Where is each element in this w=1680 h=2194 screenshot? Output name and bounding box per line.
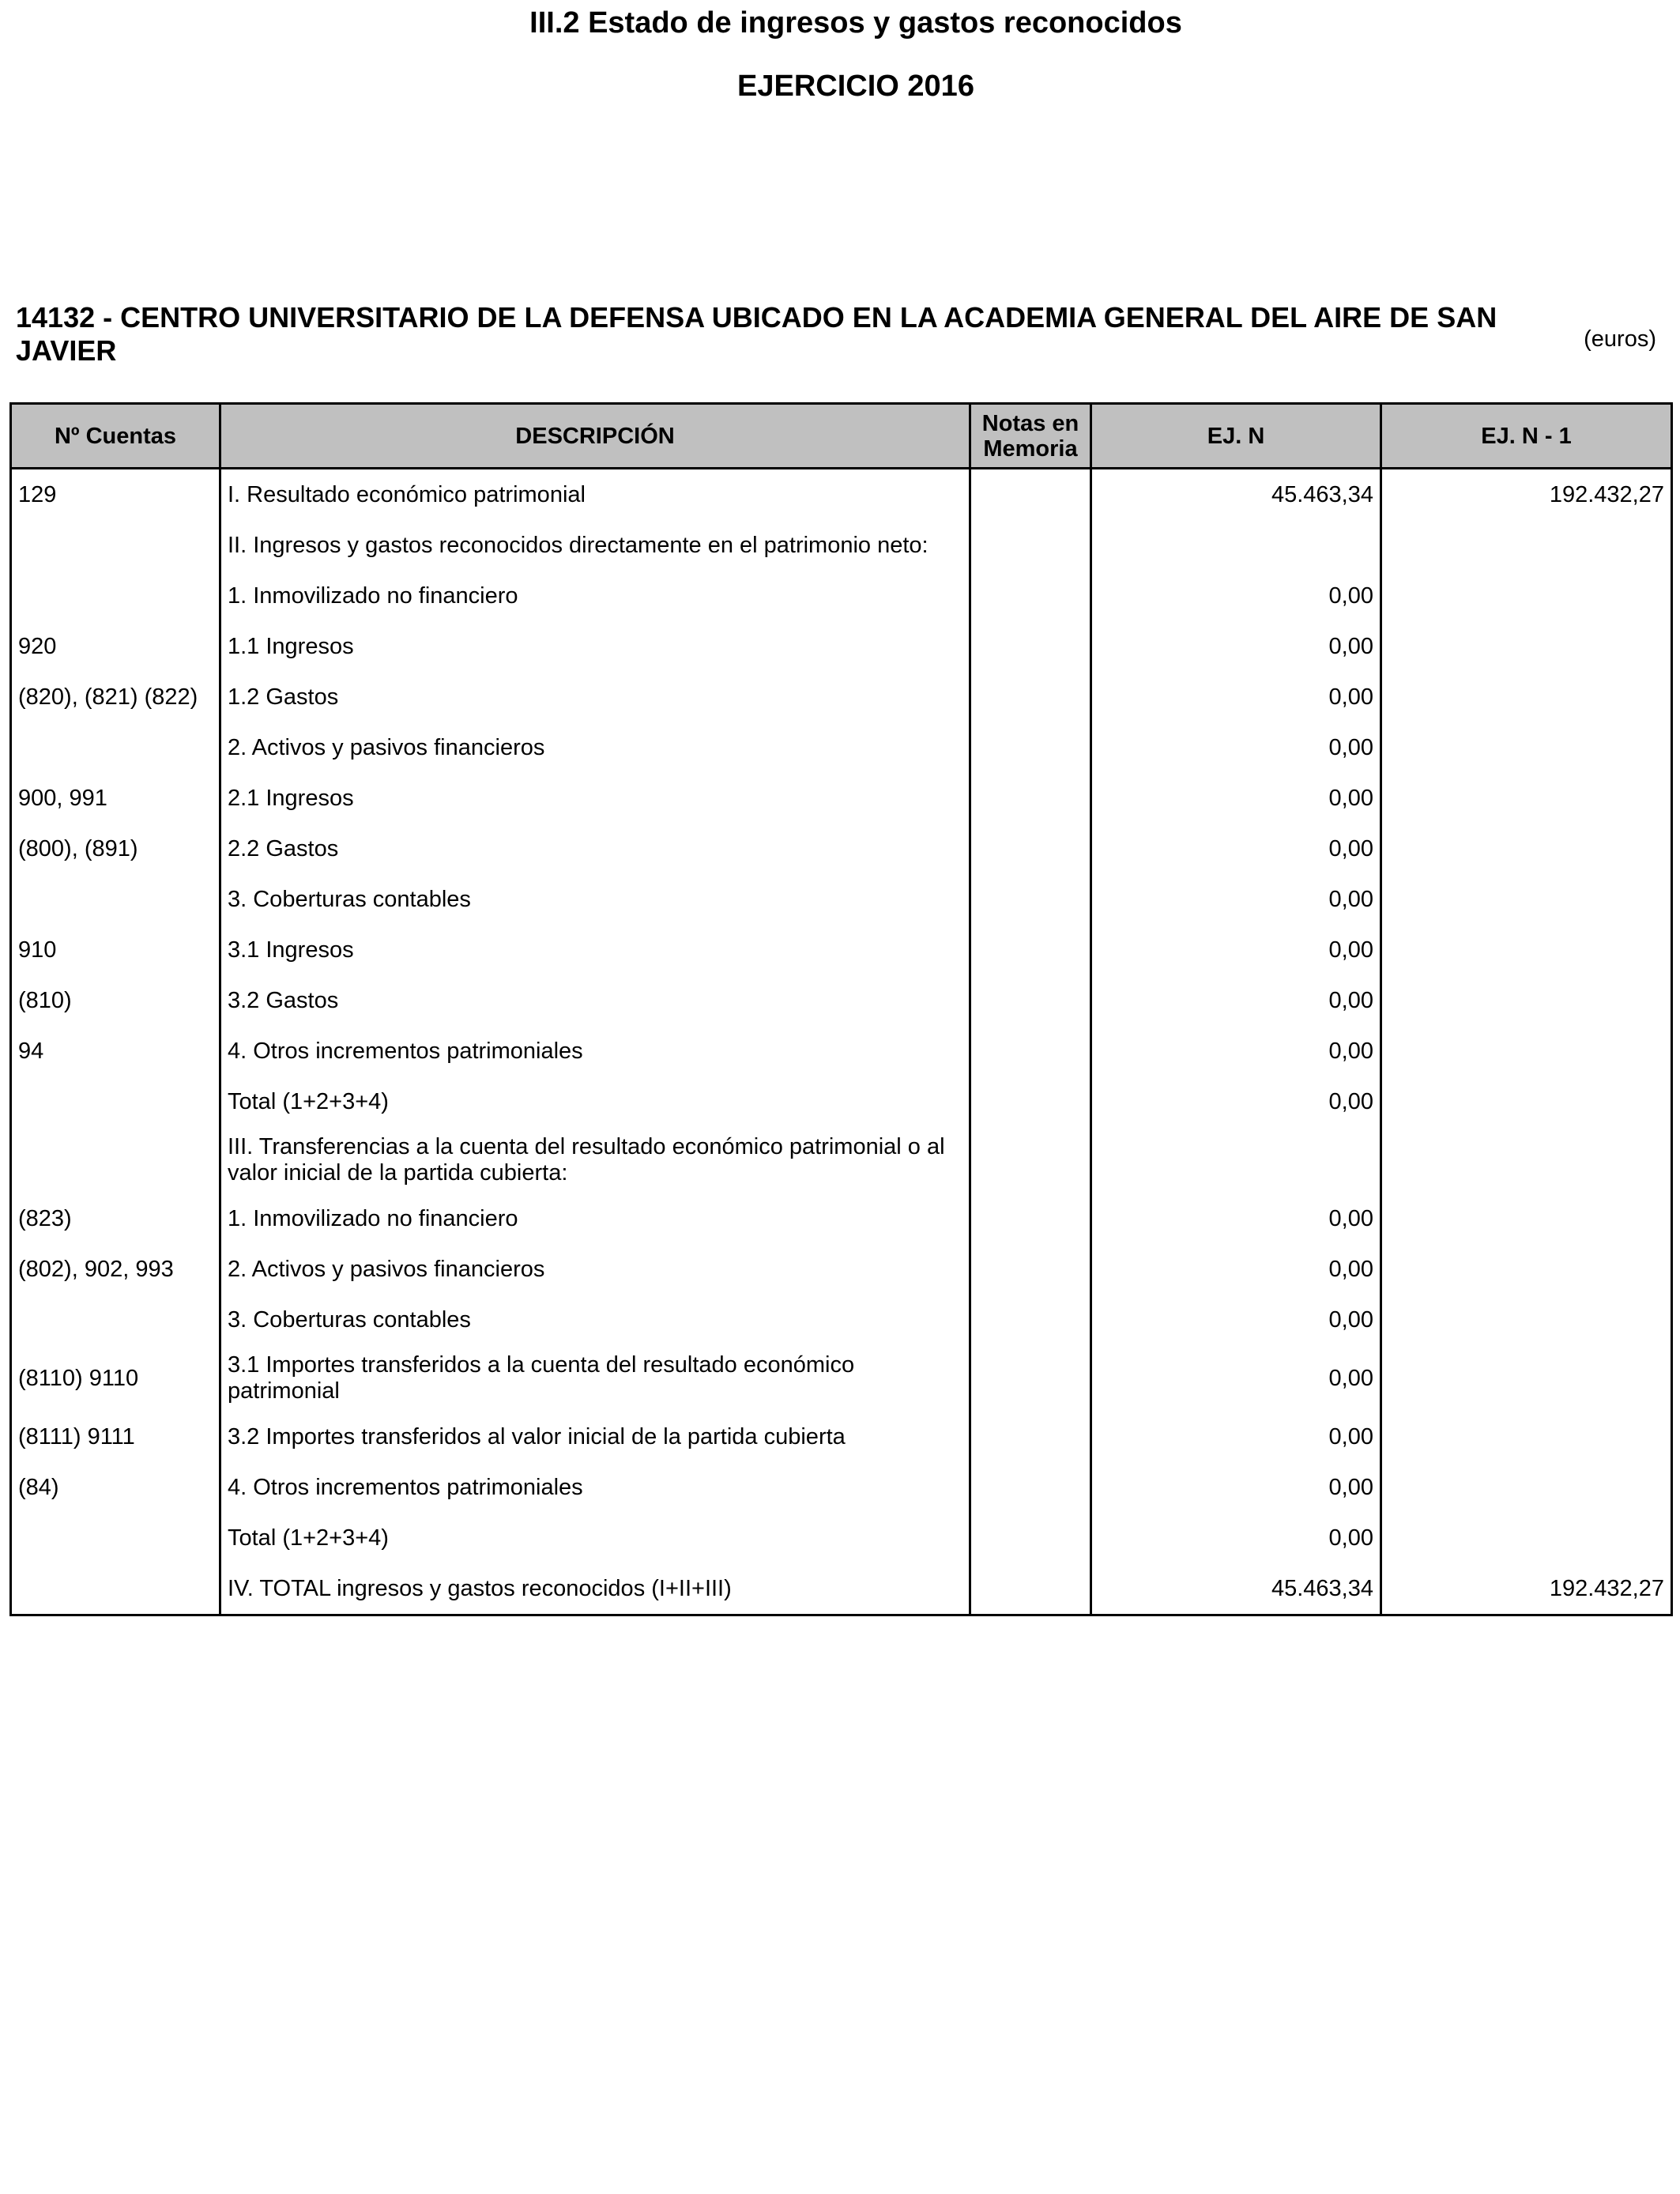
cell-descripcion: 3. Coberturas contables (220, 874, 970, 925)
cell-notas (970, 672, 1091, 722)
cell-notas (970, 1026, 1091, 1076)
cell-notas (970, 1563, 1091, 1615)
cell-ej-n1 (1381, 672, 1672, 722)
cell-ej-n1 (1381, 1462, 1672, 1513)
cell-ej-n1 (1381, 1244, 1672, 1295)
cell-notas (970, 824, 1091, 874)
cell-descripcion: 1. Inmovilizado no financiero (220, 571, 970, 621)
table-row (11, 1462, 1672, 1513)
cell-ej-n1 (1381, 1076, 1672, 1127)
cell-ej-n1 (1381, 1345, 1672, 1412)
table-row (11, 773, 1672, 824)
statement-table (9, 402, 1673, 1616)
column-header-descripcion: DESCRIPCIÓN (220, 404, 970, 469)
cell-ej-n: 0,00 (1091, 1345, 1381, 1412)
cell-cuentas: (84) (11, 1462, 220, 1513)
cell-ej-n: 0,00 (1091, 1244, 1381, 1295)
cell-descripcion: 4. Otros incrementos patrimoniales (220, 1026, 970, 1076)
cell-ej-n1 (1381, 1193, 1672, 1244)
cell-descripcion: 3.2 Importes transferidos al valor inicial de la partida cubierta (220, 1412, 970, 1462)
cell-descripcion: Total (1+2+3+4) (220, 1076, 970, 1127)
cell-ej-n1 (1381, 773, 1672, 824)
table-row (11, 1345, 1672, 1412)
cell-descripcion: 4. Otros incrementos patrimoniales (220, 1462, 970, 1513)
cell-cuentas (11, 1295, 220, 1345)
cell-notas (970, 874, 1091, 925)
cell-notas (970, 469, 1091, 521)
cell-notas (970, 1295, 1091, 1345)
cell-ej-n: 0,00 (1091, 722, 1381, 773)
cell-ej-n1 (1381, 722, 1672, 773)
table-row (11, 1295, 1672, 1345)
table-row (11, 469, 1672, 521)
cell-notas (970, 925, 1091, 975)
cell-descripcion: III. Transferencias a la cuenta del resultado económico patrimonial o al valor inicial de la partida cubierta: (220, 1127, 970, 1193)
cell-ej-n: 0,00 (1091, 824, 1381, 874)
table-row (11, 672, 1672, 722)
cell-descripcion: 3.1 Ingresos (220, 925, 970, 975)
cell-descripcion: I. Resultado económico patrimonial (220, 469, 970, 521)
cell-descripcion: 3. Coberturas contables (220, 1295, 970, 1345)
cell-ej-n: 0,00 (1091, 925, 1381, 975)
cell-ej-n1: 192.432,27 (1381, 469, 1672, 521)
cell-notas (970, 722, 1091, 773)
cell-ej-n1 (1381, 1412, 1672, 1462)
cell-ej-n1 (1381, 621, 1672, 672)
cell-ej-n (1091, 1127, 1381, 1193)
cell-cuentas: 94 (11, 1026, 220, 1076)
cell-ej-n: 0,00 (1091, 1295, 1381, 1345)
cell-cuentas (11, 874, 220, 925)
cell-ej-n1 (1381, 975, 1672, 1026)
cell-cuentas (11, 1563, 220, 1615)
cell-ej-n1 (1381, 824, 1672, 874)
table-row (11, 1412, 1672, 1462)
cell-ej-n: 0,00 (1091, 571, 1381, 621)
column-header-notas: Notas en Memoria (970, 404, 1091, 469)
cell-ej-n: 0,00 (1091, 1412, 1381, 1462)
cell-cuentas: (8110) 9110 (11, 1345, 220, 1412)
table-row (11, 874, 1672, 925)
cell-ej-n1 (1381, 874, 1672, 925)
cell-notas (970, 621, 1091, 672)
table-row (11, 722, 1672, 773)
cell-cuentas (11, 722, 220, 773)
table-row (11, 975, 1672, 1026)
cell-notas (970, 1462, 1091, 1513)
cell-cuentas: (802), 902, 993 (11, 1244, 220, 1295)
cell-descripcion: 3.1 Importes transferidos a la cuenta del resultado económico patrimonial (220, 1345, 970, 1412)
entity-name: 14132 - CENTRO UNIVERSITARIO DE LA DEFENSA UBICADO EN LA ACADEMIA GENERAL DEL AIRE DE SAN JAVIER (16, 301, 1497, 367)
cell-ej-n: 0,00 (1091, 1193, 1381, 1244)
cell-notas (970, 1127, 1091, 1193)
cell-ej-n: 45.463,34 (1091, 469, 1381, 521)
table-row (11, 824, 1672, 874)
cell-ej-n: 45.463,34 (1091, 1563, 1381, 1615)
cell-descripcion: 1.2 Gastos (220, 672, 970, 722)
column-header-cuentas: Nº Cuentas (11, 404, 220, 469)
column-header-ej-n: EJ. N (1091, 404, 1381, 469)
fiscal-year: EJERCICIO 2016 (737, 70, 974, 103)
cell-cuentas (11, 1076, 220, 1127)
cell-ej-n1 (1381, 520, 1672, 571)
table-row (11, 1026, 1672, 1076)
cell-ej-n: 0,00 (1091, 621, 1381, 672)
table-row (11, 1513, 1672, 1563)
cell-notas (970, 1193, 1091, 1244)
cell-ej-n: 0,00 (1091, 874, 1381, 925)
cell-notas (970, 975, 1091, 1026)
cell-ej-n: 0,00 (1091, 1076, 1381, 1127)
cell-ej-n1 (1381, 1295, 1672, 1345)
table-row (11, 1563, 1672, 1615)
cell-ej-n: 0,00 (1091, 1462, 1381, 1513)
cell-cuentas (11, 1127, 220, 1193)
cell-notas (970, 1345, 1091, 1412)
cell-notas (970, 520, 1091, 571)
column-header-ej-n1: EJ. N - 1 (1381, 404, 1672, 469)
table-row (11, 621, 1672, 672)
cell-cuentas: (823) (11, 1193, 220, 1244)
cell-ej-n: 0,00 (1091, 672, 1381, 722)
cell-notas (970, 571, 1091, 621)
cell-notas (970, 1244, 1091, 1295)
table-row (11, 925, 1672, 975)
table-header-row (11, 404, 1672, 469)
cell-ej-n1: 192.432,27 (1381, 1563, 1672, 1615)
cell-cuentas: (800), (891) (11, 824, 220, 874)
cell-descripcion: II. Ingresos y gastos reconocidos directamente en el patrimonio neto: (220, 520, 970, 571)
cell-ej-n1 (1381, 1026, 1672, 1076)
cell-descripcion: IV. TOTAL ingresos y gastos reconocidos (I+II+III) (220, 1563, 970, 1615)
cell-ej-n1 (1381, 571, 1672, 621)
cell-cuentas: 129 (11, 469, 220, 521)
cell-ej-n1 (1381, 925, 1672, 975)
table-row (11, 1127, 1672, 1193)
cell-cuentas (11, 520, 220, 571)
cell-descripcion: 2. Activos y pasivos financieros (220, 722, 970, 773)
cell-cuentas: (820), (821) (822) (11, 672, 220, 722)
cell-descripcion: 2.1 Ingresos (220, 773, 970, 824)
page-title: III.2 Estado de ingresos y gastos reconocidos (529, 6, 1182, 40)
table-row (11, 520, 1672, 571)
cell-ej-n1 (1381, 1127, 1672, 1193)
cell-ej-n: 0,00 (1091, 773, 1381, 824)
cell-notas (970, 1412, 1091, 1462)
table-row (11, 1193, 1672, 1244)
cell-notas (970, 1076, 1091, 1127)
cell-descripcion: 3.2 Gastos (220, 975, 970, 1026)
table-row (11, 571, 1672, 621)
cell-ej-n1 (1381, 1513, 1672, 1563)
currency-unit: (euros) (1584, 326, 1656, 352)
cell-ej-n: 0,00 (1091, 1513, 1381, 1563)
cell-descripcion: 2.2 Gastos (220, 824, 970, 874)
cell-cuentas: 900, 991 (11, 773, 220, 824)
cell-notas (970, 773, 1091, 824)
table-row (11, 1076, 1672, 1127)
cell-cuentas: (8111) 9111 (11, 1412, 220, 1462)
cell-descripcion: 1.1 Ingresos (220, 621, 970, 672)
cell-cuentas: (810) (11, 975, 220, 1026)
cell-cuentas (11, 1513, 220, 1563)
cell-cuentas: 920 (11, 621, 220, 672)
cell-descripcion: 2. Activos y pasivos financieros (220, 1244, 970, 1295)
cell-notas (970, 1513, 1091, 1563)
cell-ej-n (1091, 520, 1381, 571)
cell-ej-n: 0,00 (1091, 1026, 1381, 1076)
table-row (11, 1244, 1672, 1295)
cell-descripcion: 1. Inmovilizado no financiero (220, 1193, 970, 1244)
cell-cuentas (11, 571, 220, 621)
cell-descripcion: Total (1+2+3+4) (220, 1513, 970, 1563)
cell-ej-n: 0,00 (1091, 975, 1381, 1026)
cell-cuentas: 910 (11, 925, 220, 975)
